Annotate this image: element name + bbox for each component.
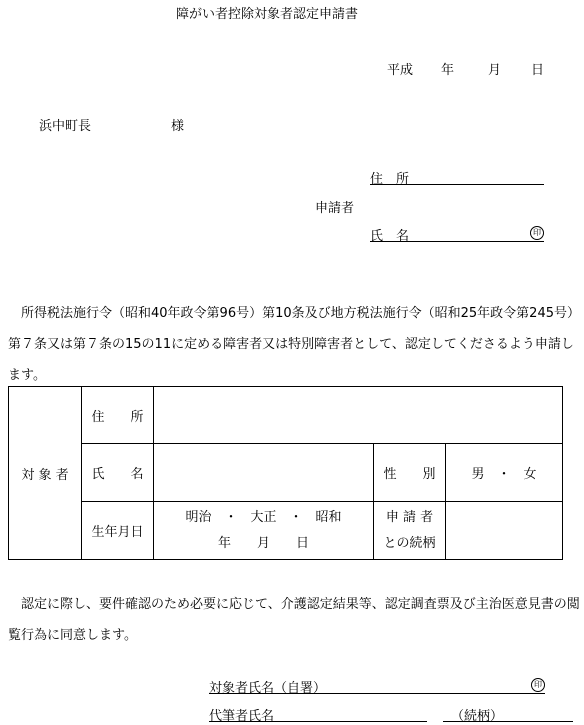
applicant-name-field[interactable] bbox=[370, 225, 544, 242]
subject-sex-label: 性 別 bbox=[374, 444, 446, 502]
date-era: 平成 bbox=[387, 63, 414, 78]
date-line bbox=[387, 59, 544, 78]
signature-seal-icon: 印 bbox=[531, 678, 545, 692]
proxy-relation-field[interactable] bbox=[443, 705, 573, 722]
consent-paragraph: 認定に際し、要件確認のため必要に応じて、介護認定結果等、認定調査票及び主治医意見書の閲覧行為に同意します。 bbox=[8, 597, 580, 643]
document-title: 障がい者控除対象者認定申請書 bbox=[176, 7, 359, 22]
intro-paragraph: 所得税法施行令（昭和40年政令第96号）第10条及び地方税法施行令（昭和25年政令第245号）第７条又は第７条の15の11に定める障害者又は特別障害者として、認定してくださるよう申請します。 bbox=[8, 306, 580, 383]
subject-row-header: 対 象 者 bbox=[9, 387, 82, 560]
subject-address-label: 住 所 bbox=[82, 387, 154, 444]
applicant-address-field[interactable] bbox=[370, 168, 544, 185]
subject-relation-label bbox=[374, 502, 446, 560]
applicant-seal-icon: 印 bbox=[530, 226, 544, 240]
subject-table bbox=[8, 386, 563, 560]
subject-birth-label: 生年月日 bbox=[82, 502, 154, 560]
birth-ymd: 年 月 日 bbox=[217, 535, 309, 551]
addressee-honorific: 様 bbox=[171, 119, 185, 134]
subject-signature-field[interactable] bbox=[209, 677, 545, 694]
applicant-label: 申請者 bbox=[315, 201, 355, 216]
relation-label-line1: 申 請 者 bbox=[385, 509, 434, 525]
relation-label-line2: との続柄 bbox=[383, 535, 436, 551]
birth-era-options: 明治 ・ 大正 ・ 昭和 bbox=[185, 509, 342, 525]
date-year: 年 bbox=[441, 63, 455, 78]
applicant-name-label: 氏 名 bbox=[370, 229, 410, 244]
applicant-address-label: 住 所 bbox=[370, 172, 410, 187]
date-day: 日 bbox=[531, 63, 545, 78]
subject-sex-options[interactable]: 男 ・ 女 bbox=[446, 444, 563, 502]
date-month: 月 bbox=[488, 63, 502, 78]
subject-name-field[interactable] bbox=[154, 444, 374, 502]
proxy-name-field[interactable] bbox=[209, 705, 427, 722]
subject-signature-label: 対象者氏名（自署） bbox=[209, 681, 327, 696]
proxy-relation-label: （続柄） bbox=[451, 709, 504, 724]
subject-relation-field[interactable] bbox=[446, 502, 563, 560]
subject-name-label: 氏 名 bbox=[82, 444, 154, 502]
proxy-name-label: 代筆者氏名 bbox=[209, 709, 275, 724]
addressee-name: 浜中町長 bbox=[39, 119, 92, 134]
subject-address-field[interactable] bbox=[154, 387, 563, 444]
subject-birth-field[interactable] bbox=[154, 502, 374, 560]
